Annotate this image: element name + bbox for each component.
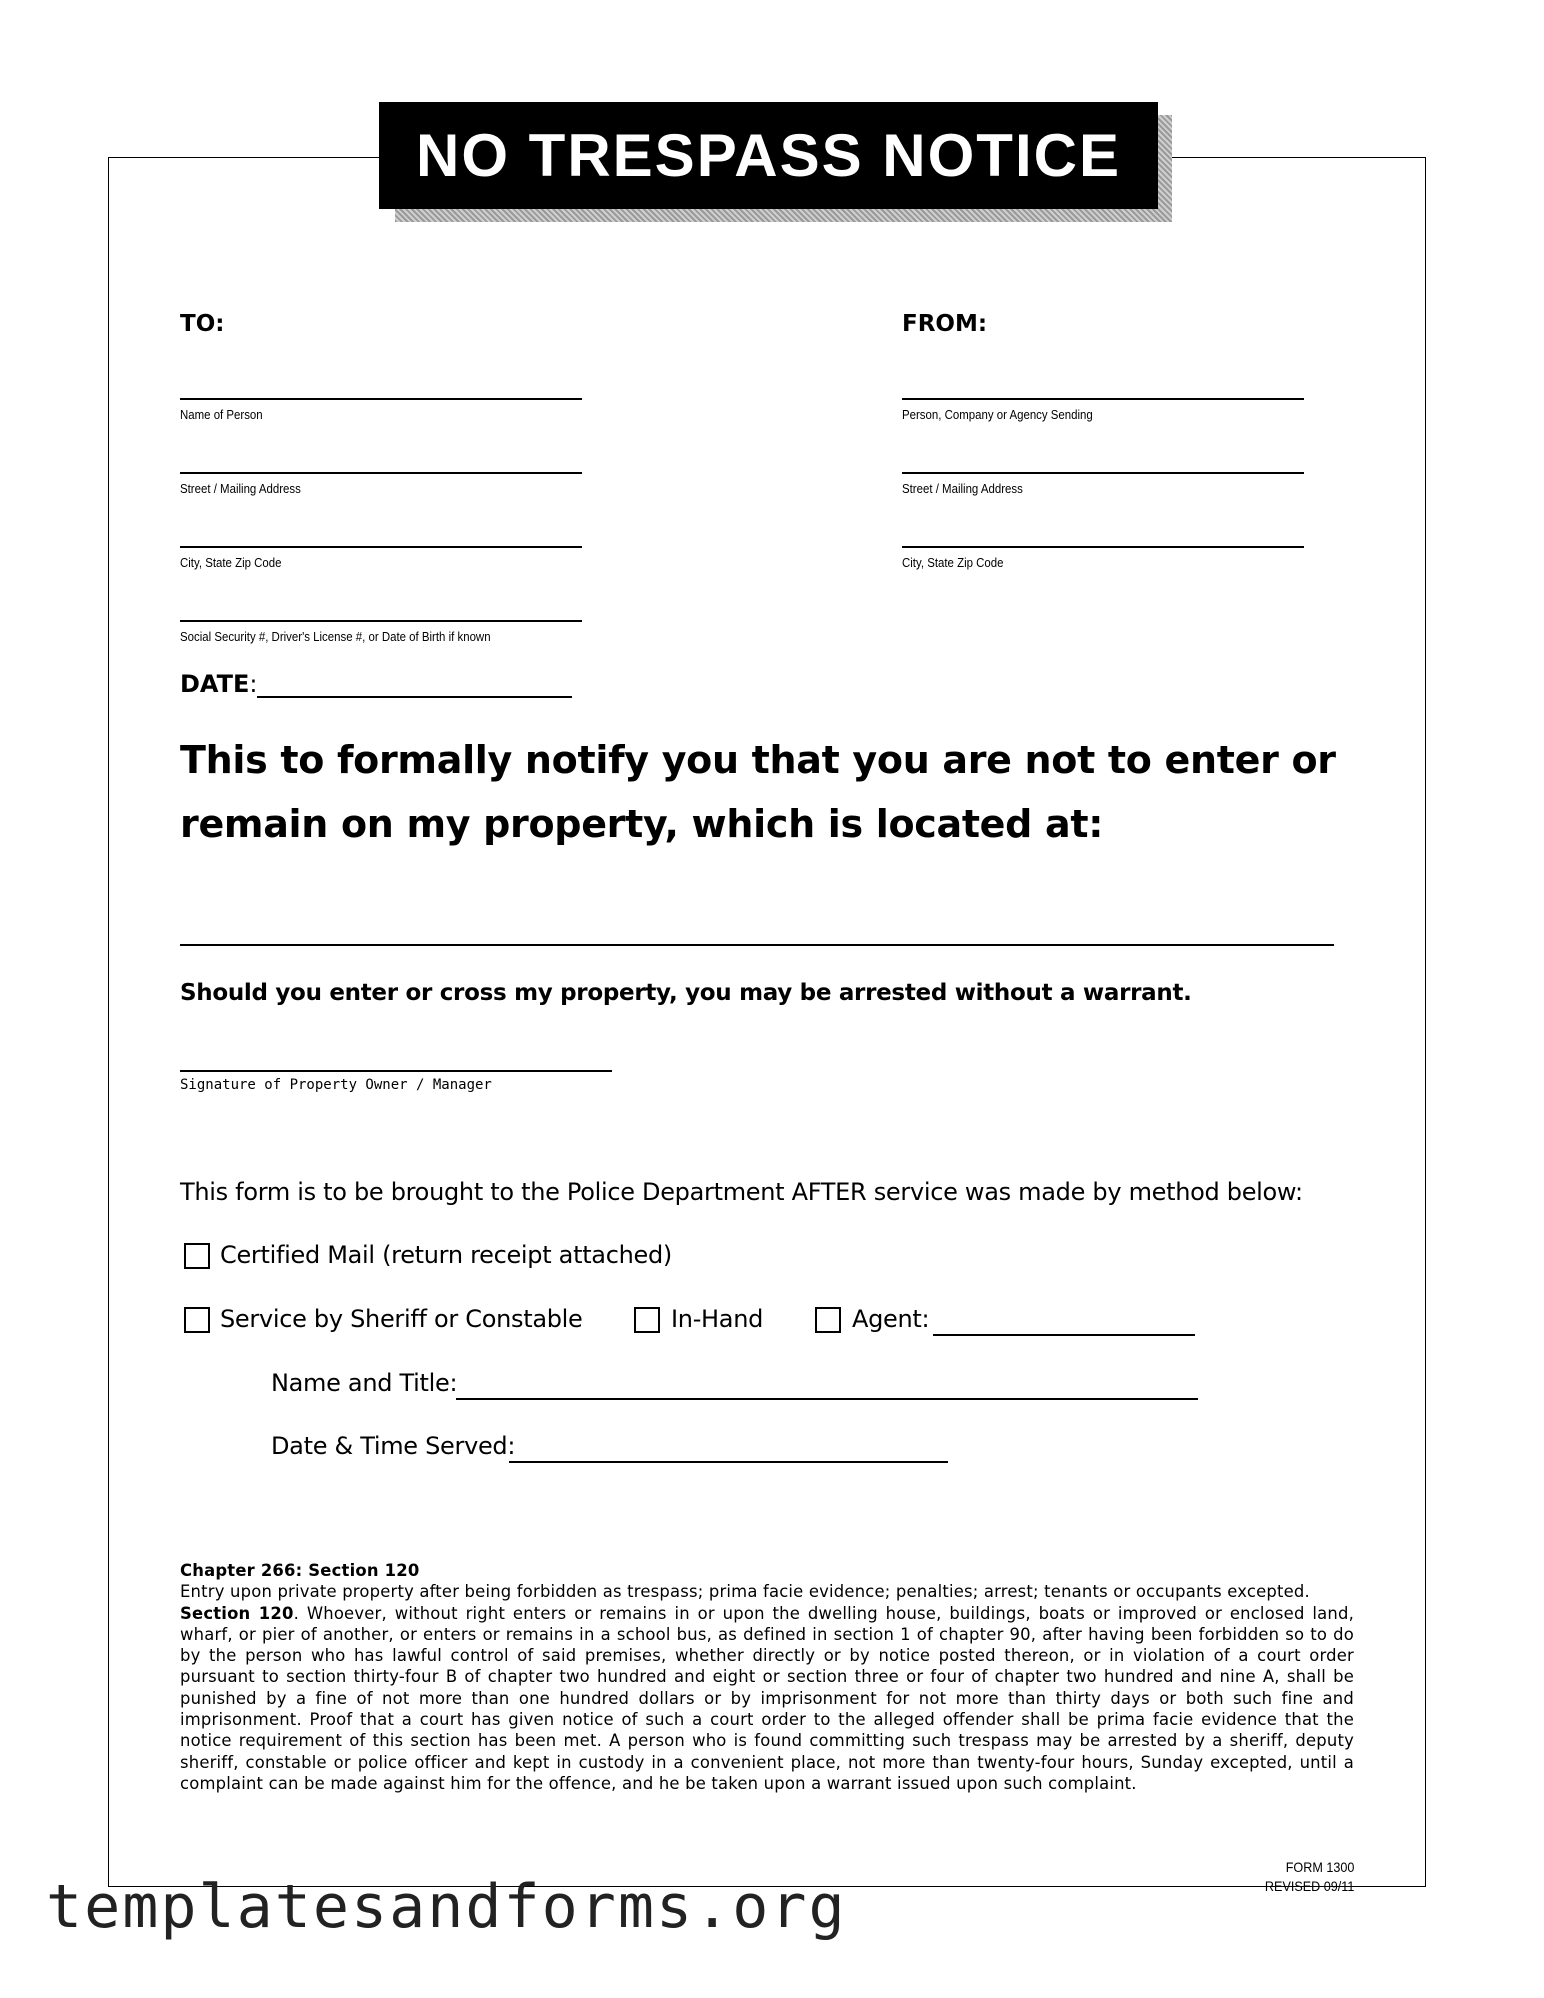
to-name-caption: Name of Person (180, 407, 263, 422)
from-city-field[interactable] (902, 546, 1304, 548)
form-number: FORM 1300 (1285, 1859, 1354, 1875)
agent-label: Agent: (852, 1305, 930, 1333)
certified-mail-label: Certified Mail (return receipt attached) (220, 1241, 672, 1269)
legal-section-label: Section 120 (180, 1603, 294, 1623)
from-address-caption: Street / Mailing Address (902, 481, 1023, 496)
agent-checkbox[interactable] (815, 1307, 841, 1333)
signature-caption: Signature of Property Owner / Manager (180, 1077, 492, 1093)
legal-summary: Entry upon private property after being forbidden as trespass; prima facie evidence; penalties; arrest; tenants or occupants excepted. (180, 1582, 1310, 1602)
date-time-label: Date & Time Served: (271, 1432, 516, 1460)
arrest-warning: Should you enter or cross my property, you may be arrested without a warrant. (180, 980, 1192, 1006)
sheriff-label: Service by Sheriff or Constable (220, 1305, 583, 1333)
in-hand-label: In-Hand (671, 1305, 764, 1333)
date-field[interactable] (257, 696, 572, 698)
to-address-field[interactable] (180, 472, 582, 474)
watermark: templatesandforms.org (46, 1872, 847, 1942)
from-label: FROM: (902, 311, 988, 337)
legal-section (180, 1603, 1354, 1795)
name-title-label: Name and Title: (271, 1369, 458, 1397)
date-label: DATE: (180, 670, 258, 698)
certified-mail-checkbox[interactable] (184, 1243, 210, 1269)
to-label: TO: (180, 311, 225, 337)
to-name-field[interactable] (180, 398, 582, 400)
from-sender-caption: Person, Company or Agency Sending (902, 407, 1093, 422)
date-time-field[interactable] (509, 1461, 948, 1463)
form-number-block (1265, 1858, 1354, 1896)
in-hand-checkbox[interactable] (634, 1307, 660, 1333)
signature-field[interactable] (180, 1070, 612, 1072)
agent-field[interactable] (933, 1334, 1195, 1336)
to-id-caption: Social Security #, Driver's License #, or Date of Birth if known (180, 629, 491, 644)
property-address-field[interactable] (180, 944, 1334, 946)
service-instruction: This form is to be brought to the Police Department AFTER service was made by method below: (180, 1178, 1303, 1206)
to-city-field[interactable] (180, 546, 582, 548)
to-id-field[interactable] (180, 620, 582, 622)
from-address-field[interactable] (902, 472, 1304, 474)
page-title: NO TRESPASS NOTICE (379, 102, 1158, 209)
name-title-field[interactable] (456, 1398, 1198, 1400)
legal-text (180, 1560, 1354, 1794)
to-address-caption: Street / Mailing Address (180, 481, 301, 496)
from-city-caption: City, State Zip Code (902, 555, 1004, 570)
from-sender-field[interactable] (902, 398, 1304, 400)
revised-date: REVISED 09/11 (1264, 1878, 1354, 1894)
to-city-caption: City, State Zip Code (180, 555, 282, 570)
sheriff-checkbox[interactable] (184, 1307, 210, 1333)
legal-heading: Chapter 266: Section 120 (180, 1561, 420, 1580)
notice-text: This to formally notify you that you are not to enter or remain on my property, which is located at: (180, 738, 1336, 846)
legal-section-text: . Whoever, without right enters or remains in or upon the dwelling house, buildings, boats or improved or enclosed land, wharf, or pier of another, or enters or remains in a school bus, as defined in section 1 of chapter 90, after having been forbidden so to do by the person who has lawful control of said premises, whether directly or by notice posted thereon, or in violation of a court order pursuant to section thirty-four B of chapter two hundred and eight or section three or four of chapter two hundred and nine A, shall be punished by a fine of not more than one hundred dollars or by imprisonment for not more than thirty days or both such fine and imprisonment. Proof that a court has given notice of such a court order to the alleged offender shall be prima facie evidence that the notice requirement of this section has been met. A person who is found committing such trespass may be arrested by a sheriff, deputy sheriff, constable or police officer and kept in custody in a convenient place, not more than twenty-four hours, Sunday excepted, until a complaint can be made against him for the offence, and he be taken upon a warrant issued upon such complaint. (180, 1603, 1354, 1793)
